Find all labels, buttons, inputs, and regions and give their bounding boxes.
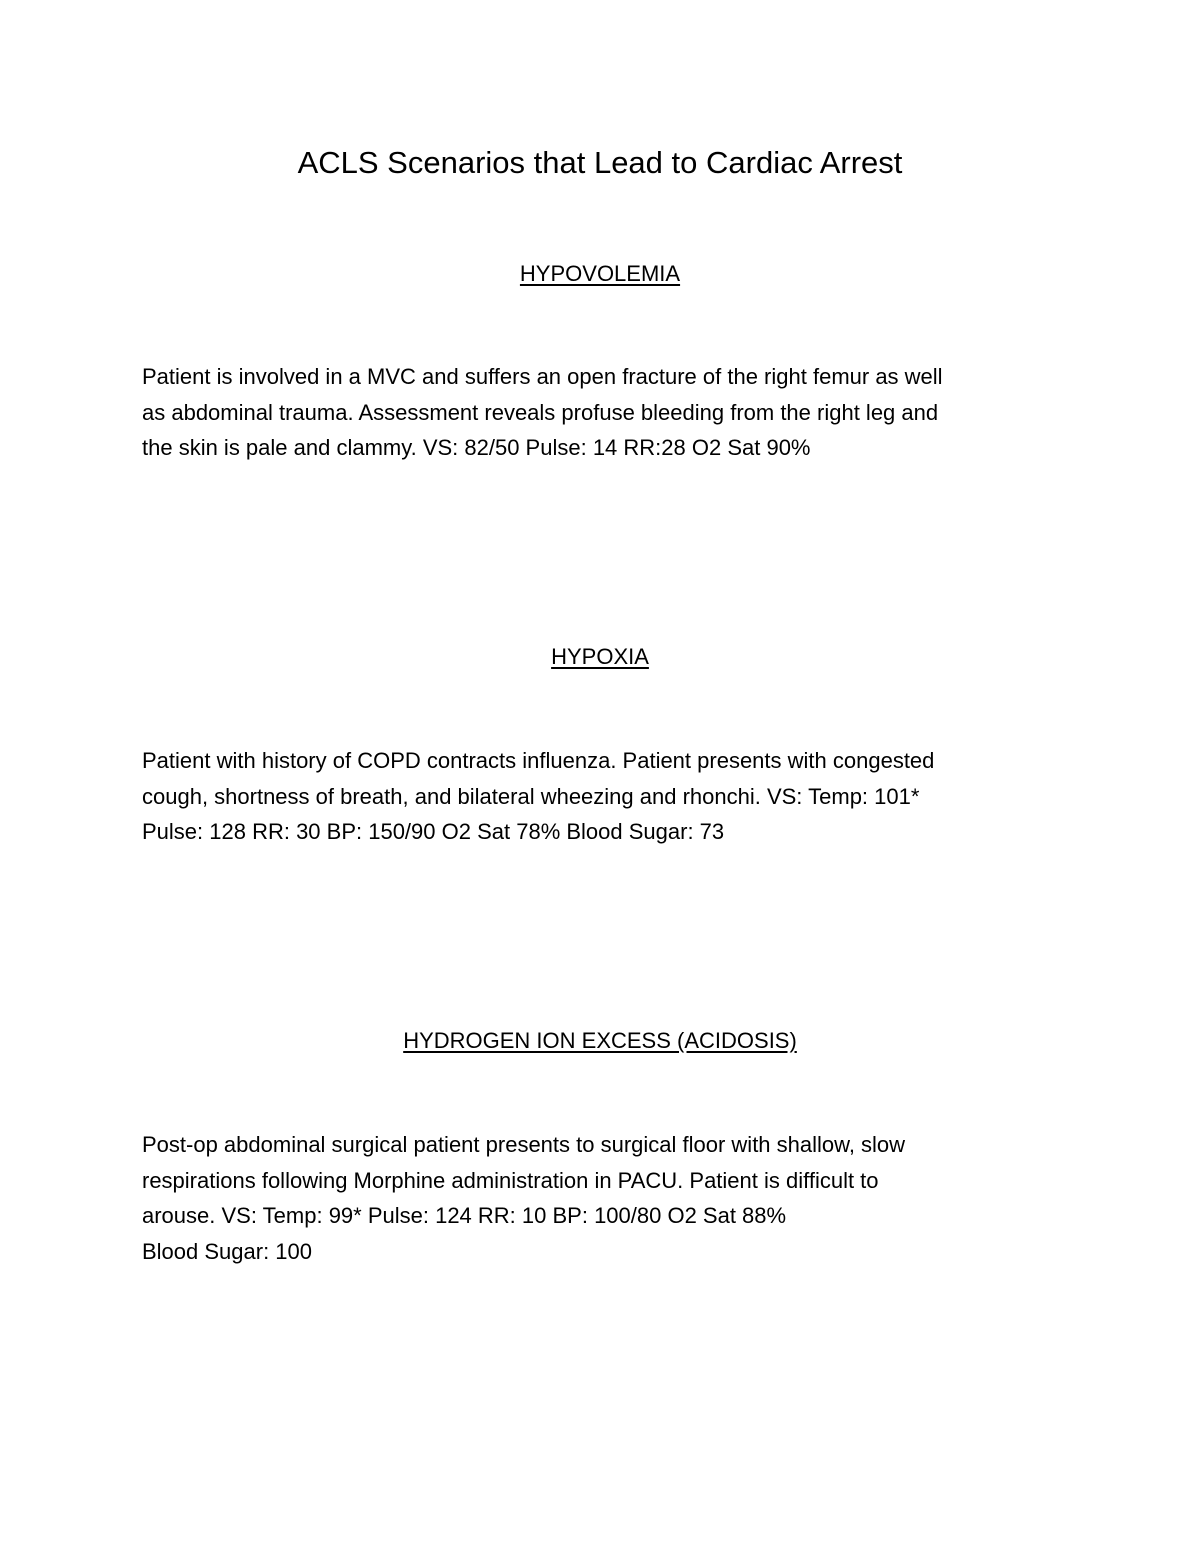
- body-line: Blood Sugar: 100: [142, 1238, 313, 1264]
- section-body-hypoxia: [142, 743, 1072, 850]
- body-line: Pulse: 128 RR: 30 BP: 150/90 O2 Sat 78% Blood Sugar: 73: [142, 819, 725, 844]
- section-body-acidosis: [142, 1127, 1072, 1269]
- body-line: the skin is pale and clammy. VS: 82/50 Pulse: 14 RR:28 O2 Sat 90%: [142, 435, 811, 460]
- document-title: ACLS Scenarios that Lead to Cardiac Arrest: [297, 145, 903, 180]
- body-line: arouse. VS: Temp: 99* Pulse: 124 RR: 10 BP: 100/80 O2 Sat 88%: [142, 1203, 787, 1228]
- section-heading-hypovolemia: HYPOVOLEMIA: [519, 261, 681, 286]
- body-line: cough, shortness of breath, and bilateral wheezing and rhonchi. VS: Temp: 101*: [142, 783, 920, 809]
- body-line: Post-op abdominal surgical patient presents to surgical floor with shallow, slow: [142, 1132, 906, 1157]
- section-heading-hypoxia: HYPOXIA: [551, 644, 649, 669]
- body-line: Patient is involved in a MVC and suffers an open fracture of the right femur as well: [142, 364, 943, 389]
- body-line: respirations following Morphine administration in PACU. Patient is difficult to: [142, 1167, 879, 1193]
- body-line: Patient with history of COPD contracts influenza. Patient presents with congested: [142, 748, 935, 773]
- body-line: as abdominal trauma. Assessment reveals profuse bleeding from the right leg and: [142, 399, 939, 425]
- section-body-hypovolemia: [142, 359, 1072, 466]
- section-heading-acidosis: HYDROGEN ION EXCESS (ACIDOSIS): [403, 1028, 797, 1053]
